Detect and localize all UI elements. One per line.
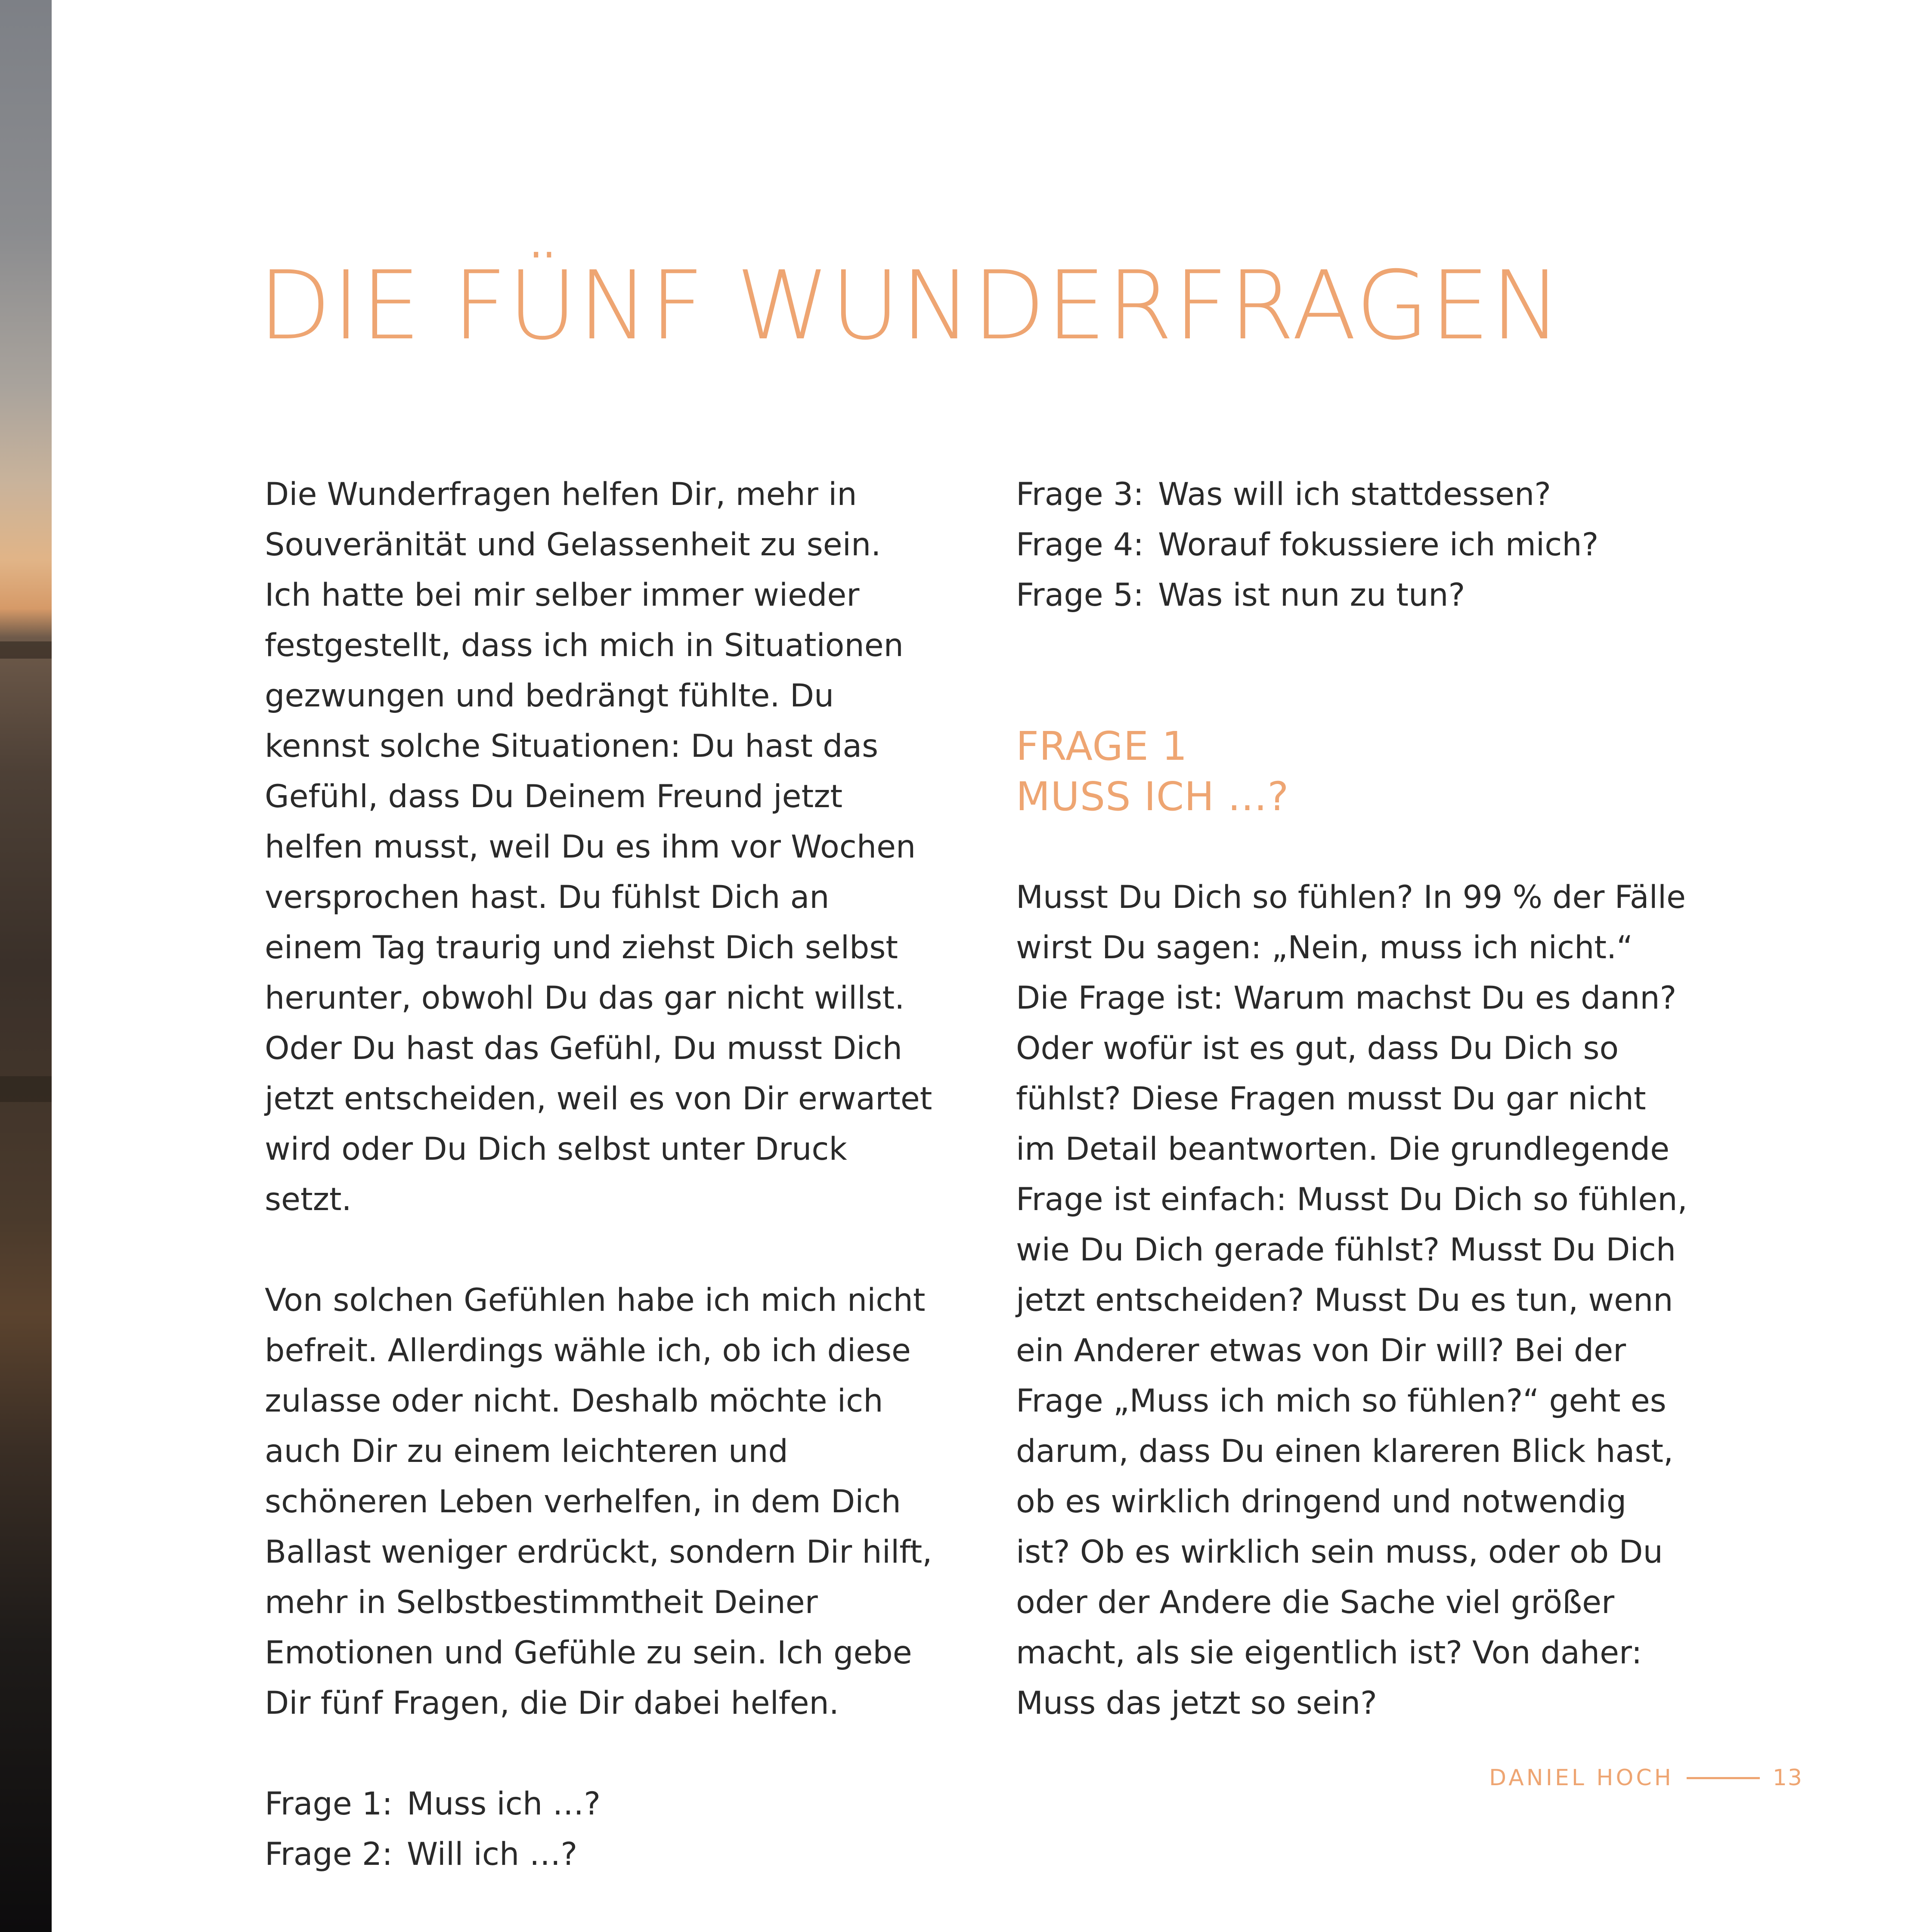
section-heading (1016, 721, 1687, 822)
question-text: Will ich …? (407, 1836, 578, 1873)
question-label: Frage 5: (1016, 577, 1144, 613)
question-text: Muss ich …? (407, 1786, 601, 1822)
right-column (1016, 469, 1687, 1728)
question-label: Frage 2: (265, 1836, 393, 1873)
question-item (1016, 520, 1687, 570)
question-item (265, 1779, 936, 1829)
question-text: Was ist nun zu tun? (1158, 577, 1465, 613)
page-title: DIE FÜNF WUNDERFRAGEN (258, 251, 1563, 361)
section-heading-line2: MUSS ICH …? (1016, 774, 1289, 820)
question-label: Frage 4: (1016, 526, 1144, 563)
question-label: Frage 1: (265, 1786, 393, 1822)
question-item (1016, 570, 1687, 620)
page-number: 13 (1772, 1765, 1803, 1791)
section-heading-line1: FRAGE 1 (1016, 723, 1188, 769)
question-item (265, 1829, 936, 1879)
footer-divider (1687, 1777, 1760, 1779)
page-footer (1489, 1765, 1803, 1791)
question-text: Was will ich stattdessen? (1158, 476, 1551, 513)
footer-author: DANIEL HOCH (1489, 1765, 1674, 1791)
mountain-ridge (0, 641, 52, 659)
left-column (265, 469, 936, 1879)
sunset-photo-strip (0, 0, 52, 1932)
section-paragraph: Musst Du Dich so fühlen? In 99 % der Fälle wirst Du sagen: „Nein, muss ich nicht.“ Die Frage ist: Warum machst Du es dann? Oder wofür ist es gut, dass Du Dich so fühlst? Diese Fragen musst Du gar nicht im Detail beantworten. Die grundlegende Frage ist einfach: Musst Du Dich so fühlen, wie Du Dich gerade fühlst? Musst Du Dich jetzt entscheiden? Musst Du es tun, wenn ein Anderer etwas von Dir will? Bei der Frage „Muss ich mich so fühlen?“ geht es darum, dass Du einen klareren Blick hast, ob es wirklich dringend und notwendig ist? Ob es wirklich sein muss, oder ob Du oder der Andere die Sache viel größer macht, als sie eigentlich ist? Von daher: Muss das jetzt so sein? (1016, 879, 1687, 1721)
mountain-ridge (0, 1076, 52, 1102)
question-item (1016, 469, 1687, 520)
intro-paragraph: Die Wunderfragen helfen Dir, mehr in Souveränität und Gelassenheit zu sein. Ich hatte bei mir selber immer wieder festgestellt, dass ich mich in Situationen gezwungen und bedrängt fühlte. Du kennst solche Situationen: Du hast das Gefühl, dass Du Deinem Freund jetzt helfen musst, weil Du es ihm vor Wochen versprochen hast. Du fühlst Dich an einem Tag traurig und ziehst Dich selbst herunter, obwohl Du das gar nicht willst. Oder Du hast das Gefühl, Du musst Dich jetzt entscheiden, weil es von Dir erwartet wird oder Du Dich selbst unter Druck setzt. (265, 476, 932, 1218)
question-label: Frage 3: (1016, 476, 1144, 513)
intro-paragraph-2: Von solchen Gefühlen habe ich mich nicht befreit. Allerdings wähle ich, ob ich diese zulasse oder nicht. Deshalb möchte ich auch Dir zu einem leichteren und schöneren Leben verhelfen, in dem Dich Ballast weniger erdrückt, sondern Dir hilft, mehr in Selbstbestimmtheit Deiner Emotionen und Gefühle zu sein. Ich gebe Dir fünf Fragen, die Dir dabei helfen. (265, 1282, 932, 1721)
question-text: Worauf fokussiere ich mich? (1158, 526, 1599, 563)
